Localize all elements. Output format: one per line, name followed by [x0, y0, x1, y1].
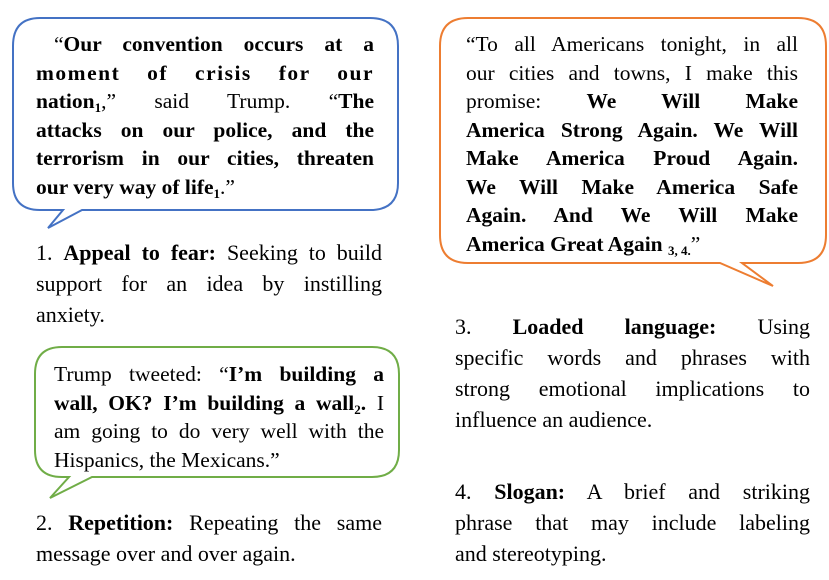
bubble-3-quote: “To all Americans tonight, in all our cities and towns, I make this promise: We Will Make America Strong Again. We Will Make America Proud Again. We Will Make America Safe Again. And We Will Make America Great Again $_{3, 4.}$”	[466, 32, 798, 258]
definition-repetition: 2. Repetition: Repeating the same message over and over again.	[36, 510, 382, 566]
definition-appeal-to-fear: 1. Appeal to fear: Seeking to build support for an idea by instilling anxiety.	[36, 240, 382, 327]
definition-slogan: 4. Slogan: A brief and striking phrase that may include labeling and stereotyping.	[455, 479, 810, 566]
bubble-1-quote: “Our convention occurs at a moment of crisis for our nation$_1$,” said Trump. “The attacks on our police, and the terrorism in our cities, threaten our very way of life$_1$.”	[36, 32, 374, 201]
bubble-2-quote: Trump tweeted: “I’m building a wall, OK? I’m building a wall$_2$. I am going to do very well with the Hispanics, the Mexicans.”	[54, 362, 384, 472]
definition-loaded-language: 3. Loaded language: Using specific words and phrases with strong emotional implications to influence an audience.	[455, 314, 811, 432]
